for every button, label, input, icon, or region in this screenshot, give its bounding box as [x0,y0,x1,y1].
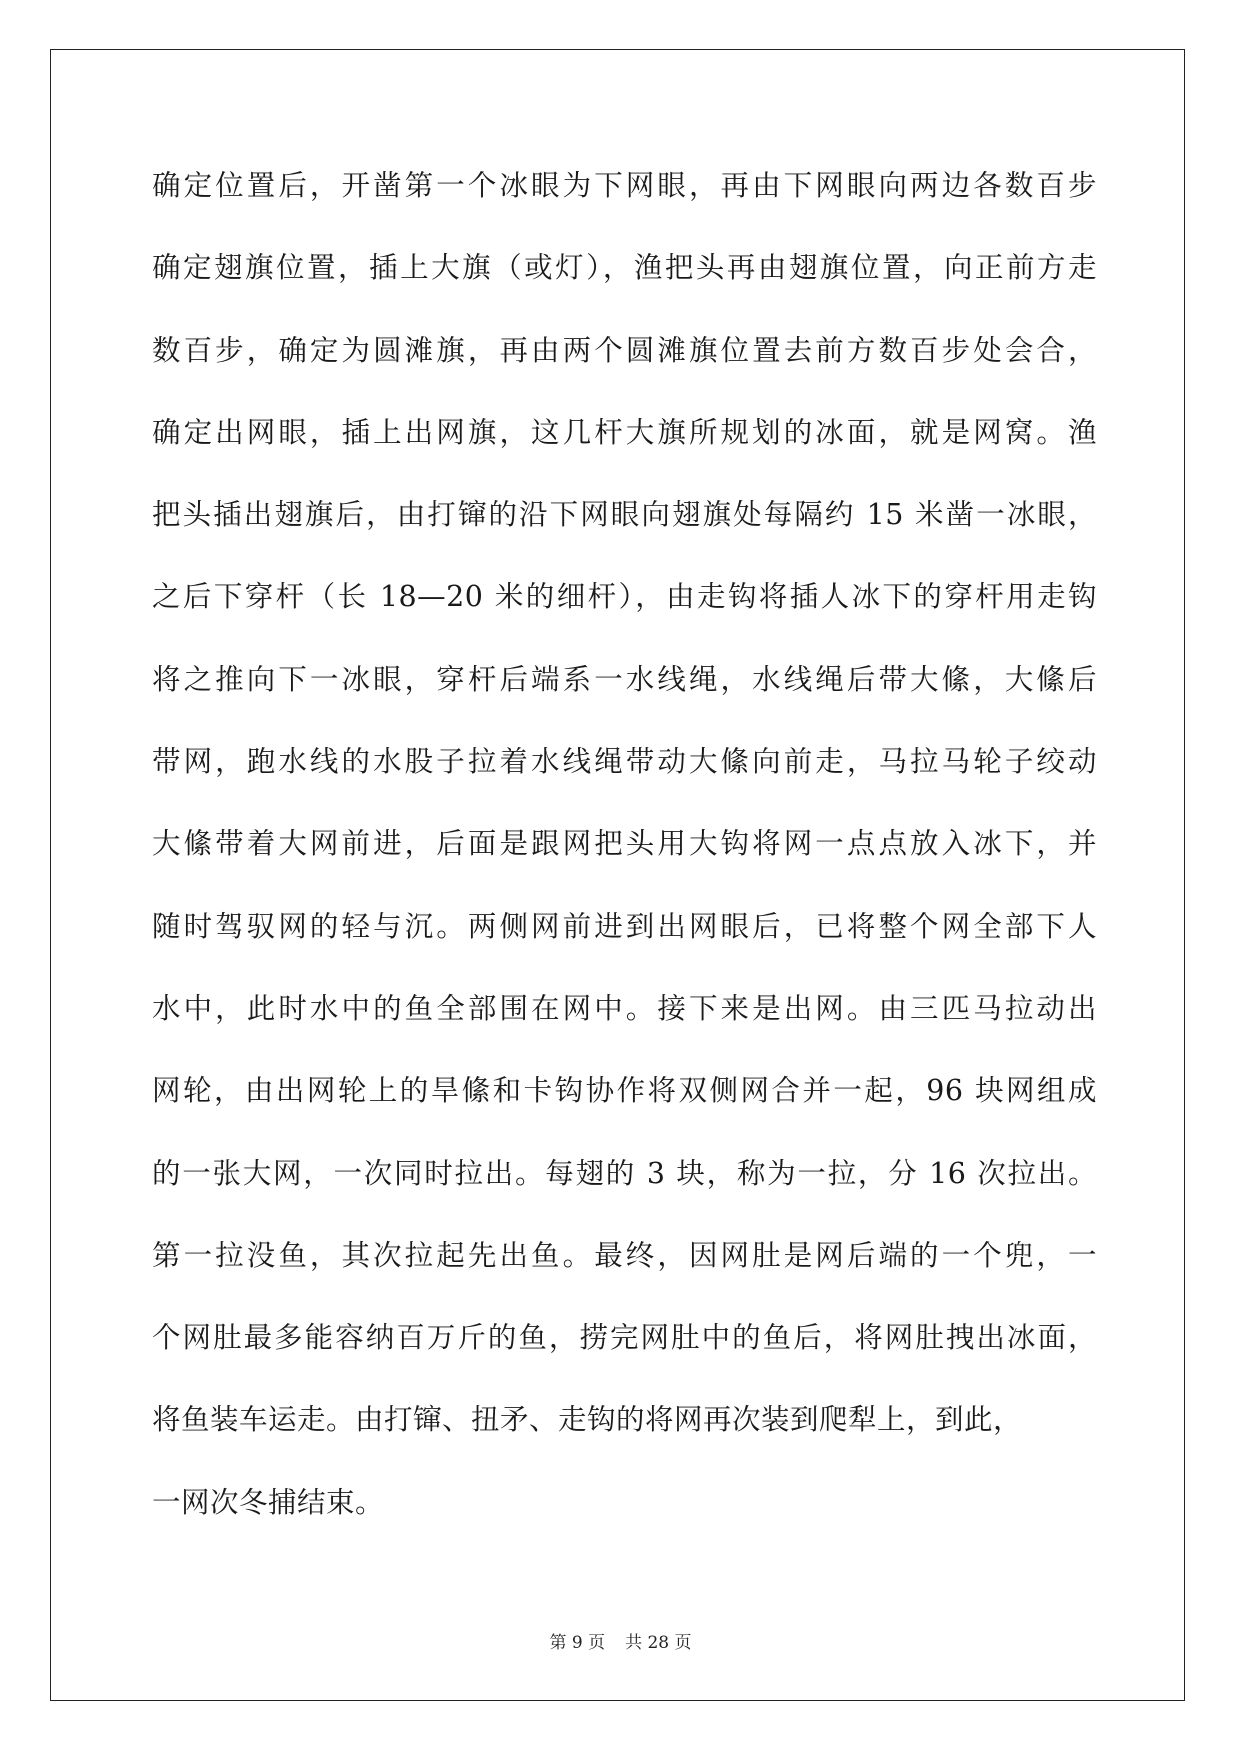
text-line: 水中，此时水中的鱼全部围在网中。接下来是出网。由三匹马拉动出 [152,991,1097,1025]
text-line: 第一拉没鱼，其次拉起先出鱼。最终，因网肚是网后端的一个兜，一 [152,1238,1097,1272]
text-line: 确定出网眼，插上出网旗，这几杆大旗所规划的冰面，就是网窝。渔 [152,415,1097,449]
text-line: 确定翅旗位置，插上大旗（或灯），渔把头再由翅旗位置，向正前方走 [152,251,1097,285]
page-footer [0,1631,1241,1655]
text-line: 将鱼装车运走。由打镩、扭矛、走钩的将网再次装到爬犁上，到此， [152,1403,1023,1437]
current-page-label: 第 9 页 [549,1633,606,1653]
document-body [152,161,1097,1560]
text-line: 网轮，由出网轮上的旱絛和卡钩协作将双侧网合并一起，96 块网组成 [152,1074,1097,1108]
text-line: 的一张大网，一次同时拉出。每翅的 3 块，称为一拉，分 16 次拉出。 [152,1156,1097,1190]
text-line: 个网肚最多能容纳百万斤的鱼，捞完网肚中的鱼后，将网肚拽出冰面， [152,1321,1097,1355]
text-line: 带网，跑水线的水股子拉着水线绳带动大絛向前走，马拉马轮子绞动 [152,745,1097,779]
text-line: 随时驾驭网的轻与沉。两侧网前进到出网眼后，已将整个网全部下人 [152,909,1097,943]
text-line: 数百步，确定为圆滩旗，再由两个圆滩旗位置去前方数百步处会合， [152,333,1097,367]
text-line: 大絛带着大网前进，后面是跟网把头用大钩将网一点点放入冰下，并 [152,827,1097,861]
text-line: 之后下穿杆（长 18—20 米的细杆），由走钩将插人冰下的穿杆用走钩 [152,580,1097,614]
text-line: 将之推向下一冰眼，穿杆后端系一水线绳，水线绳后带大絛，大絛后 [152,662,1097,696]
text-line: 把头插出翅旗后，由打镩的沿下网眼向翅旗处每隔约 15 米凿一冰眼， [152,498,1097,532]
total-pages-label: 共 28 页 [625,1633,692,1653]
text-line: 一网次冬捕结束。 [152,1485,385,1519]
text-line: 确定位置后，开凿第一个冰眼为下网眼，再由下网眼向两边各数百步 [152,169,1097,202]
